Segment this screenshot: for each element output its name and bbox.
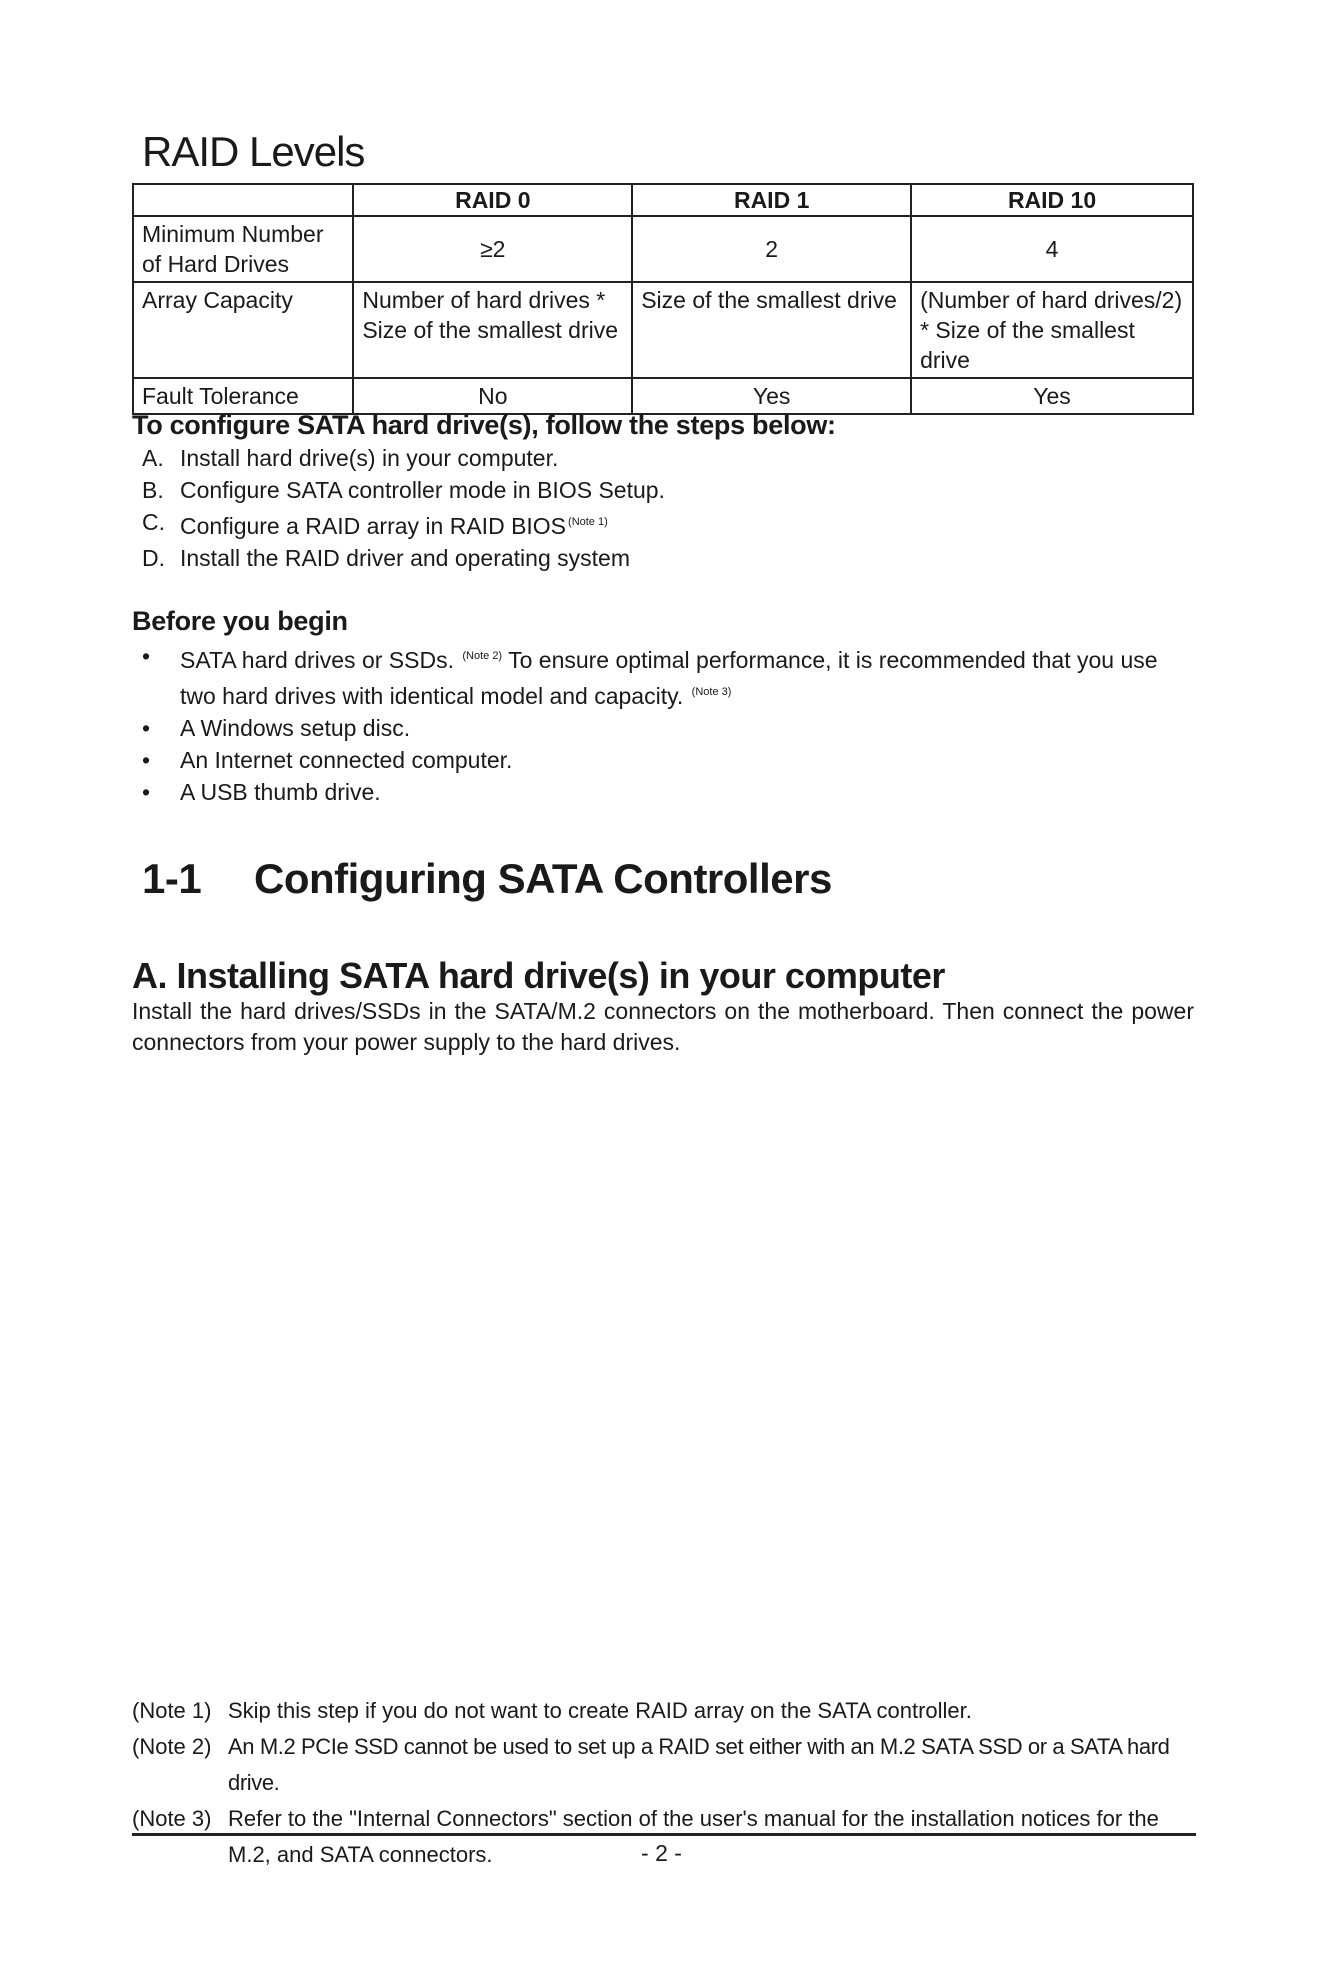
bullet-text: SATA hard drives or SSDs. [180, 647, 454, 673]
table-header-raid0: RAID 0 [353, 184, 632, 216]
bullet-icon: • [142, 747, 151, 773]
raid-levels-heading: RAID Levels [142, 128, 365, 175]
before-you-begin-heading: Before you begin [132, 606, 348, 636]
footnote [132, 1693, 1196, 1729]
row-label: Fault Tolerance [133, 378, 353, 414]
bullet-text: To ensure optimal performance, it is recommended that you use two hard drives with identical model and capacity. [180, 647, 1158, 709]
footnote-text: Skip this step if you do not want to create RAID array on the SATA controller. [228, 1698, 972, 1723]
cell-raid0: No [353, 378, 632, 414]
table-header-raid1: RAID 1 [632, 184, 911, 216]
page-number: - 2 - [641, 1840, 682, 1866]
list-item [142, 442, 665, 474]
row-label: Array Capacity [133, 282, 353, 378]
bullet-text: An Internet connected computer. [180, 747, 513, 773]
configure-heading: To configure SATA hard drive(s), follow the steps below: [132, 410, 836, 440]
subsection-heading: A. Installing SATA hard drive(s) in your computer [132, 955, 945, 996]
footnote-text: Refer to the "Internal Connectors" section of the user's manual for the installation notices for the M.2, and SATA connectors. [228, 1806, 1159, 1867]
list-item [142, 542, 665, 574]
section-title: Configuring SATA Controllers [254, 855, 832, 902]
step-text: Install hard drive(s) in your computer. [180, 445, 559, 471]
cell-raid10: (Number of hard drives/2) * Size of the smallest drive [911, 282, 1193, 378]
subsection-body: Install the hard drives/SSDs in the SATA/M.2 connectors on the motherboard. Then connect the power connectors from your power supply to the hard drives. [132, 998, 1194, 1055]
footnote [132, 1729, 1196, 1801]
raid-levels-table [132, 183, 1194, 415]
footnote-label: (Note 1) [132, 1698, 212, 1723]
step-letter: D. [142, 545, 165, 571]
before-you-begin-list [142, 640, 1195, 808]
footnote-label: (Note 2) [132, 1734, 212, 1759]
step-letter: C. [142, 509, 165, 535]
cell-raid1: Size of the smallest drive [632, 282, 911, 378]
note-reference: (Note 2) [462, 650, 503, 662]
list-item [142, 474, 665, 506]
row-label: Minimum Number of Hard Drives [133, 216, 353, 282]
table-header-empty [133, 184, 353, 216]
cell-raid10: Yes [911, 378, 1193, 414]
bullet-icon: • [142, 779, 151, 805]
list-item [142, 506, 665, 542]
bullet-icon: • [142, 643, 151, 669]
bullet-icon: • [142, 715, 151, 741]
bullet-text: A USB thumb drive. [180, 779, 381, 805]
table-header-row [133, 184, 1193, 216]
list-item [142, 776, 1195, 808]
table-row [133, 378, 1193, 414]
section-heading [142, 855, 832, 903]
footer-divider [132, 1833, 1196, 1836]
bullet-text: A Windows setup disc. [180, 715, 411, 741]
note-reference: (Note 3) [691, 686, 732, 698]
list-item [142, 744, 1195, 776]
table-header-raid10: RAID 10 [911, 184, 1193, 216]
footnote-label: (Note 3) [132, 1806, 212, 1831]
table-row [133, 216, 1193, 282]
list-item [142, 640, 1195, 712]
step-text: Configure SATA controller mode in BIOS Setup. [180, 477, 665, 503]
table-row [133, 282, 1193, 378]
cell-raid10: 4 [911, 216, 1193, 282]
step-text: Install the RAID driver and operating system [180, 545, 630, 571]
step-letter: A. [142, 445, 164, 471]
step-letter: B. [142, 477, 164, 503]
configure-steps-list [142, 442, 665, 574]
cell-raid1: 2 [632, 216, 911, 282]
cell-raid0: Number of hard drives * Size of the smallest drive [353, 282, 632, 378]
list-item [142, 712, 1195, 744]
cell-raid1: Yes [632, 378, 911, 414]
section-number: 1-1 [142, 855, 202, 902]
step-text: Configure a RAID array in RAID BIOS [180, 513, 567, 539]
footnote-text: An M.2 PCIe SSD cannot be used to set up a RAID set either with an M.2 SATA SSD or a SATA hard drive. [228, 1734, 1170, 1795]
cell-raid0: ≥2 [353, 216, 632, 282]
note-reference: (Note 1) [568, 516, 608, 528]
